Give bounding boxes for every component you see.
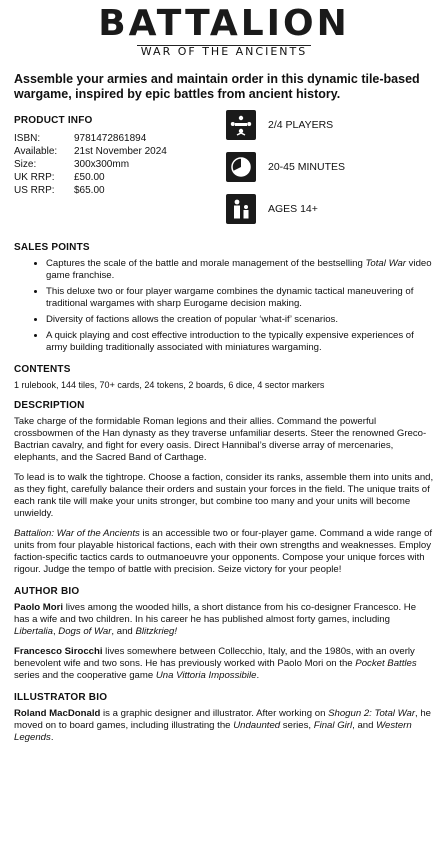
badge-duration [226, 152, 426, 182]
author-bio-heading: AUTHOR BIO [14, 586, 80, 597]
sales-point-text: Captures the scale of the battle and morale management of the bestselling [46, 258, 366, 269]
info-value: 300x300mm [74, 159, 130, 170]
author-bio-section [14, 586, 434, 682]
product-info-section [14, 114, 434, 236]
bio-text: series, [280, 720, 314, 731]
logo-title: BATTALION [98, 3, 350, 44]
info-key: US RRP: [14, 185, 55, 196]
illustrator-bio-heading: ILLUSTRATOR BIO [14, 692, 108, 703]
illustrator-name: Roland MacDonald [14, 708, 101, 719]
contents-section [14, 364, 434, 390]
author-name: Paolo Mori [14, 602, 64, 613]
bio-text: is a graphic designer and illustrator. After working on [100, 708, 329, 719]
info-key: UK RRP: [14, 172, 55, 183]
bio-text: series and the cooperative game [14, 670, 156, 681]
tagline: Assemble your armies and maintain order in this dynamic tile-based wargame, inspired by epic battles from ancient history. [14, 72, 420, 101]
bio-text: , and [111, 626, 136, 637]
info-key: Available: [14, 146, 58, 157]
info-key: Size: [14, 159, 37, 170]
info-value: 21st November 2024 [74, 146, 167, 157]
illustrator-bio-section [14, 692, 434, 744]
clock-icon [226, 152, 256, 182]
contents-text: 1 rulebook, 144 tiles, 70+ cards, 24 tokens, 2 boards, 6 dice, 4 sector markers [14, 380, 325, 390]
bio-text: . [50, 732, 54, 743]
sales-points-section [14, 242, 434, 354]
battalion-logo [14, 0, 434, 60]
info-row-us-rrp [14, 184, 167, 197]
contents-heading: CONTENTS [14, 364, 71, 375]
sales-points-heading: SALES POINTS [14, 242, 90, 253]
bio-text: . [256, 670, 260, 681]
bio-text: lives among the wooded hills, a short distance from his co-designer Francesco. He has a wife and two children. In his career he has published almost forty games, including [14, 602, 417, 625]
game-title: Final Girl [313, 720, 353, 731]
game-title: Blitzkrieg! [135, 626, 178, 637]
badge-age [226, 194, 426, 224]
game-title: Pocket Battles [355, 658, 417, 669]
sales-point [46, 330, 434, 354]
sales-point-title: Total War [365, 258, 406, 269]
game-badges [226, 110, 426, 236]
players-icon [226, 110, 256, 140]
product-info-heading: PRODUCT INFO [14, 115, 93, 126]
info-key: ISBN: [14, 133, 41, 144]
info-row-isbn [14, 132, 167, 145]
game-title: Libertalia [14, 626, 53, 637]
product-info [14, 114, 167, 236]
author-bio-paragraph [14, 602, 434, 638]
bio-text: lives somewhere between Collecchio, Italy, and the 1980s, with an overly benevolent wife and two sons. He has previously worked with Paolo Mori on the [14, 646, 415, 669]
game-title: Battalion: War of the Ancients [14, 528, 140, 539]
sales-point [46, 314, 434, 326]
badge-label: AGES 14+ [268, 203, 318, 215]
description-heading: DESCRIPTION [14, 400, 85, 411]
info-row-size [14, 158, 167, 171]
sales-point-text: This deluxe two or four player wargame combines the dynamic tactical maneuvering of traditional wargames with sharp Eurogame decision making. [46, 286, 414, 309]
sales-point-text: A quick playing and cost effective introduction to the typically expensive experiences of army building traditionally associated with miniatures wargaming. [46, 330, 414, 353]
author-bio-paragraph [14, 646, 434, 682]
description-section [14, 400, 434, 576]
info-value: 9781472861894 [74, 133, 147, 144]
bio-text: , [52, 626, 59, 637]
sales-point [46, 258, 434, 282]
sales-point-text: video game franchise. [46, 258, 432, 281]
illustrator-bio-paragraph [14, 708, 434, 744]
info-value: $65.00 [74, 185, 105, 196]
game-title: Western Legends [14, 720, 412, 743]
game-title: Undaunted [233, 720, 281, 731]
badge-label: 20-45 MINUTES [268, 161, 346, 173]
description-paragraph: To lead is to walk the tightrope. Choose a faction, consider its ranks, assemble them into units and, as they fight, carefully balance their orders and sustain your forces in the field. The unique traits of each rank tile will make your units stronger, but combine too many and your units will become unwieldy. [14, 472, 434, 519]
badge-players [226, 110, 426, 140]
logo-subtitle: WAR OF THE ANCIENTS [137, 45, 311, 58]
sales-point-text: Diversity of factions allows the creation of popular ‘what-if’ scenarios. [46, 314, 339, 325]
bio-text: , he moved on to board games, including illustrating the [14, 708, 432, 731]
sales-point [46, 286, 434, 310]
info-row-uk-rrp [14, 171, 167, 184]
game-title: Dogs of War [58, 626, 112, 637]
info-value: £50.00 [74, 172, 105, 183]
info-row-available [14, 145, 167, 158]
description-text: is an accessible two or four-player game. Command a wide range of units from four playable historical factions, each with their own strengths and weaknesses. Employ faction-specific tactics cards to outmanoeuvre your opponents. Compose your unique forces with rigour. Judge the tempo of battle with precision. Seize victory for your people! [14, 528, 433, 575]
bio-text: , and [352, 720, 377, 731]
game-title: Una Vittoria Impossibile [155, 670, 257, 681]
game-title: Shogun 2: Total War [328, 708, 416, 719]
badge-label: 2/4 PLAYERS [268, 119, 334, 131]
age-icon [226, 194, 256, 224]
description-paragraph [14, 528, 434, 576]
author-name: Francesco Sirocchi [14, 646, 103, 657]
sales-points-list [14, 258, 434, 354]
description-paragraph: Take charge of the formidable Roman legions and their allies. Command the powerful crossbowmen of the Han dynasty as they traverse unfamiliar deserts. Steer the renowned Greco-Bactrian cavalry, and fight for every oasis. Direct Hannibal’s diverse array of mercenaries, elephants, and the Sacred Band of Carthage. [14, 416, 427, 463]
